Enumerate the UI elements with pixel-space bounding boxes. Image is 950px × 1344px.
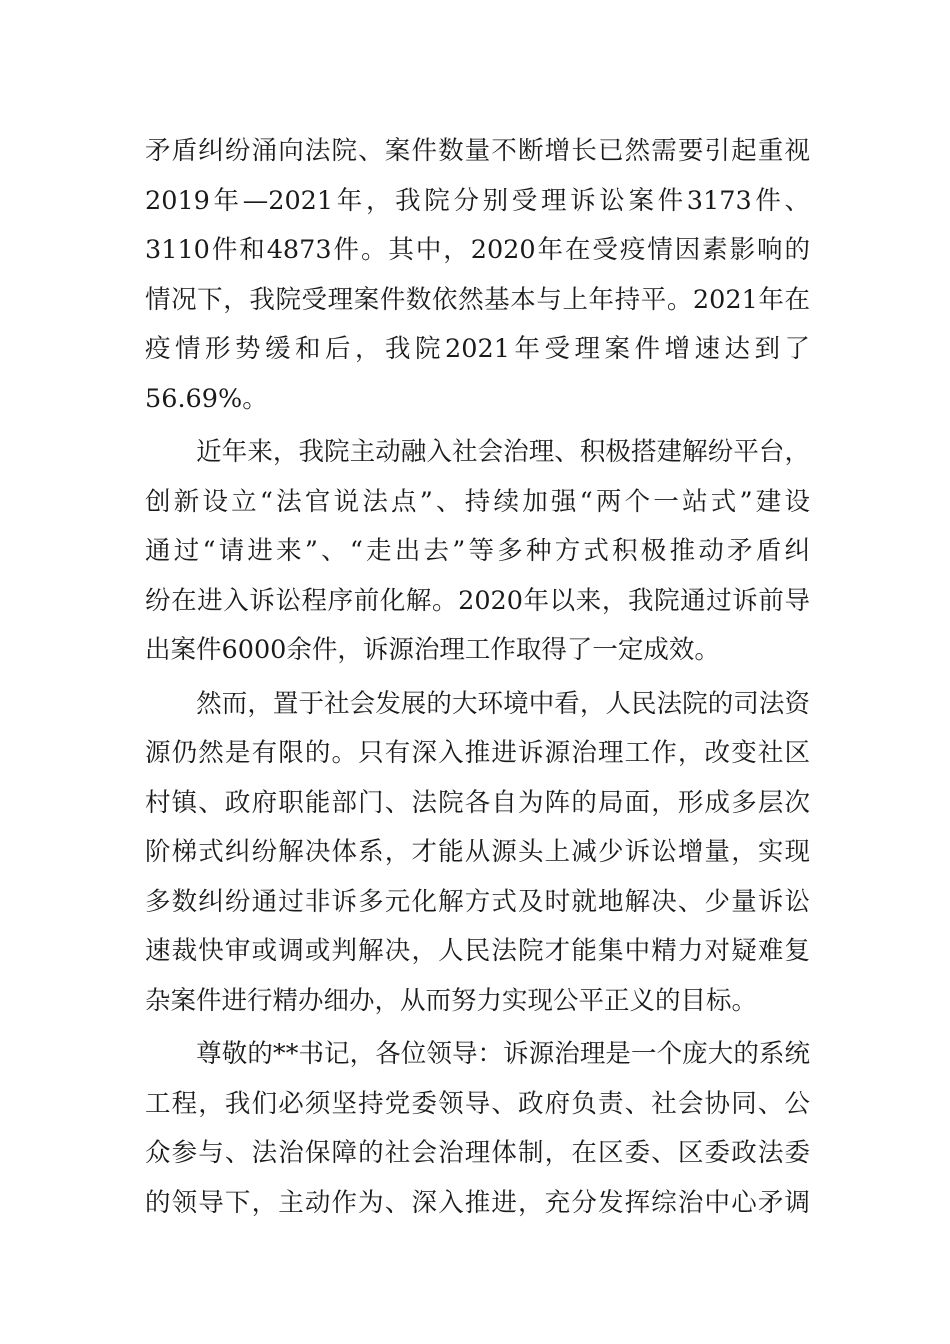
document-body (145, 127, 810, 1228)
text-line: 的领导下，主动作为、深入推进，充分发挥综治中心矛调 (145, 1187, 810, 1218)
text-line: 情况下，我院受理案件数依然基本与上年持平。2021年在 (145, 284, 810, 315)
paragraph-recent-work (145, 428, 810, 676)
text-line: 然而，置于社会发展的大环境中看，人民法院的司法资 (145, 688, 810, 719)
text-line: 纷在进入诉讼程序前化解。2020年以来，我院通过诉前导 (145, 585, 810, 616)
text-line: 疫情形势缓和后，我院2021年受理案件增速达到了 (145, 334, 810, 364)
text-line: 出案件6000余件，诉源治理工作取得了一定成效。 (145, 635, 720, 665)
text-line: 阶梯式纠纷解决体系，才能从源头上减少诉讼增量，实现 (145, 837, 810, 867)
text-line: 56.69%。 (145, 383, 268, 414)
text-line: 创新设立“法官说法点”、持续加强“两个一站式”建设 (145, 486, 810, 517)
text-line: 杂案件进行精办细办，从而努力实现公平正义的目标。 (145, 985, 758, 1016)
text-line: 工程，我们必须坚持党委领导、政府负责、社会协同、公 (145, 1088, 810, 1119)
text-line: 2019年—2021年，我院分别受理诉讼案件3173件、 (145, 185, 810, 216)
text-line: 3110件和4873件。其中，2020年在受疫情因素影响的 (145, 235, 810, 265)
paragraph-address-to-leaders (145, 1030, 810, 1228)
text-line: 通过“请进来”、“走出去”等多种方式积极推动矛盾纠 (145, 536, 810, 566)
text-line: 村镇、政府职能部门、法院各自为阵的局面，形成多层次 (145, 787, 810, 818)
text-line: 速裁快审或调或判解决，人民法院才能集中精力对疑难复 (145, 936, 810, 966)
text-line: 多数纠纷通过非诉多元化解方式及时就地解决、少量诉讼 (145, 886, 810, 917)
paragraph-limited-resources (145, 680, 810, 1027)
text-line: 众参与、法治保障的社会治理体制，在区委、区委政法委 (145, 1138, 810, 1168)
text-line: 尊敬的**书记，各位领导：诉源治理是一个庞大的系统 (145, 1039, 810, 1069)
text-line: 矛盾纠纷涌向法院、案件数量不断增长已然需要引起重视 (145, 136, 810, 166)
text-line: 源仍然是有限的。只有深入推进诉源治理工作，改变社区 (145, 738, 810, 768)
text-line: 近年来，我院主动融入社会治理、积极搭建解纷平台， (145, 437, 810, 467)
paragraph-case-statistics (145, 127, 810, 424)
